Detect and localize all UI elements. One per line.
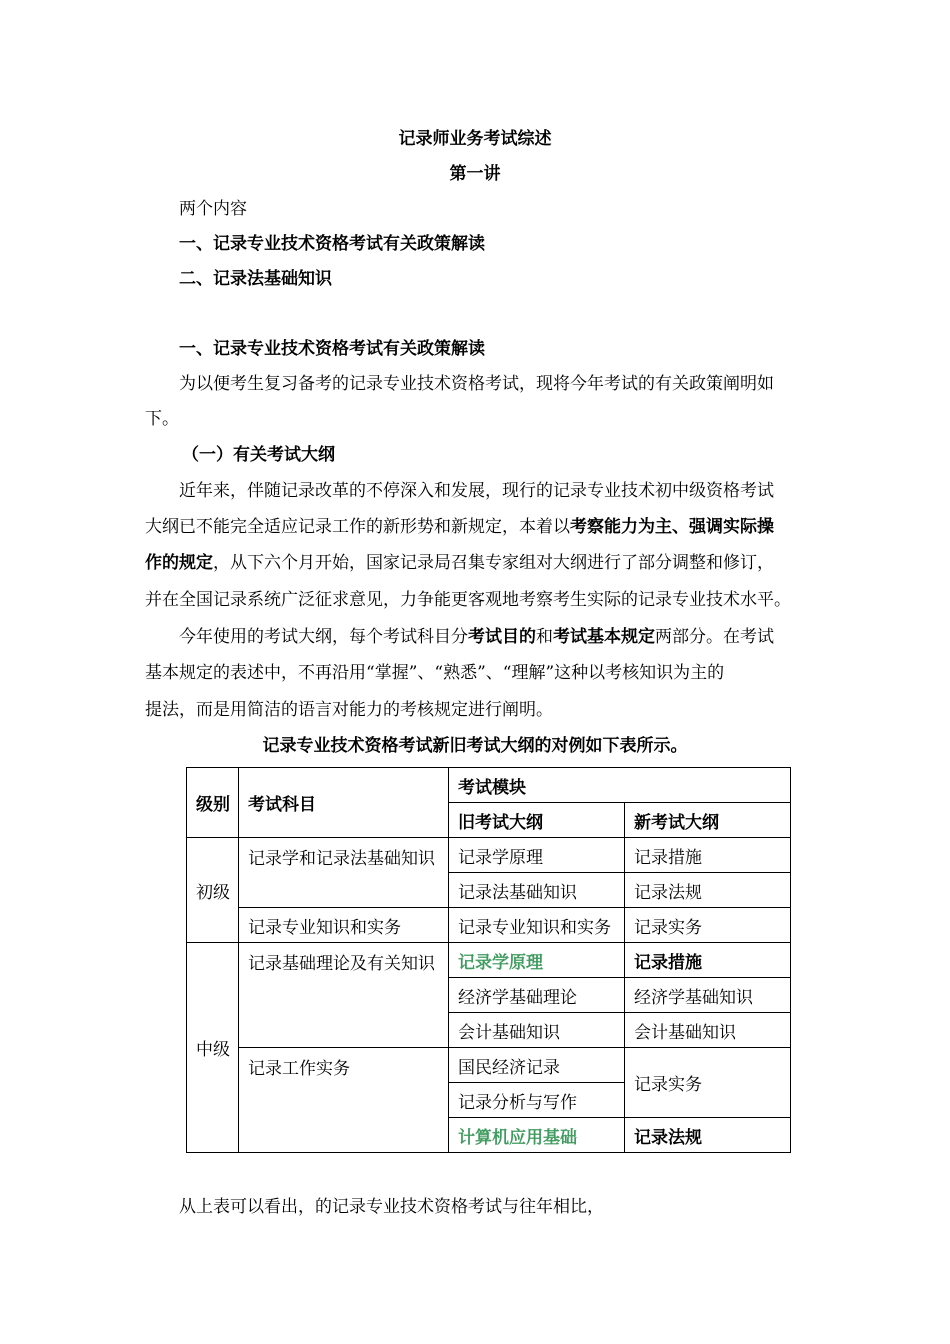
paragraph-2-line-4: 并在全国记录系统广泛征求意见，力争能更客观地考察考生实际的记录专业技术水平。	[145, 590, 791, 610]
paragraph-2-line-1: 近年来，伴随记录改革的不停深入和发展，现行的记录专业技术初中级资格考试	[179, 481, 774, 501]
intro-text: 两个内容	[179, 199, 247, 219]
junior-new-3: 记录实务	[625, 908, 791, 943]
header-subject: 考试科目	[239, 768, 449, 838]
middle-old-6: 计算机应用基础	[449, 1118, 625, 1153]
junior-subject-2: 记录专业知识和实务	[239, 908, 449, 943]
emphasis-text: 作的规定	[145, 553, 213, 573]
middle-old-3: 会计基础知识	[449, 1013, 625, 1048]
paragraph-3-text-e: 两部分。在考试	[655, 627, 774, 647]
junior-old-2: 记录法基础知识	[449, 873, 625, 908]
footer-paragraph: 从上表可以看出，的记录专业技术资格考试与往年相比，	[179, 1197, 604, 1217]
paragraph-3-text-c: 和	[536, 627, 553, 647]
subsection-heading: （一）有关考试大纲	[182, 445, 335, 465]
middle-old-2: 经济学基础理论	[449, 978, 625, 1013]
table-row	[187, 838, 791, 873]
middle-new-1: 记录措施	[625, 943, 791, 978]
middle-new-4-5: 记录实务	[625, 1048, 791, 1118]
junior-new-1: 记录措施	[625, 838, 791, 873]
header-module: 考试模块	[449, 768, 791, 803]
paragraph-3-line-3: 提法，而是用简洁的语言对能力的考核规定进行阐明。	[145, 700, 553, 720]
level-middle: 中级	[187, 943, 239, 1153]
paragraph-3-line-2: 基本规定的表述中，不再沿用“掌握”、“熟悉”、“理解”这种以考核知识为主的	[145, 663, 725, 683]
lecture-heading: 第一讲	[449, 164, 501, 184]
emphasis-text: 考察能力为主、强调实际操	[570, 517, 774, 537]
table-row	[187, 768, 791, 803]
paragraph-2-line-2	[145, 515, 774, 539]
junior-subject-1: 记录学和记录法基础知识	[239, 838, 449, 908]
contents-item-1: 一、记录专业技术资格考试有关政策解读	[179, 234, 485, 254]
doc-title: 记录师业务考试综述	[398, 129, 552, 149]
table-row	[187, 908, 791, 943]
junior-old-1: 记录学原理	[449, 838, 625, 873]
junior-old-3: 记录专业知识和实务	[449, 908, 625, 943]
paragraph-2-line-2-text: 大纲已不能完全适应记录工作的新形势和新规定，本着以	[145, 517, 570, 537]
middle-old-5: 记录分析与写作	[449, 1083, 625, 1118]
junior-new-2: 记录法规	[625, 873, 791, 908]
middle-new-2: 经济学基础知识	[625, 978, 791, 1013]
middle-subject-1: 记录基础理论及有关知识	[239, 943, 449, 1048]
header-level: 级别	[187, 768, 239, 838]
paragraph-2-line-3-text: ，从下六个月开始，国家记录局召集专家组对大纲进行了部分调整和修订，	[213, 553, 774, 573]
section-heading: 一、记录专业技术资格考试有关政策解读	[179, 339, 485, 359]
table-row	[187, 1048, 791, 1083]
paragraph-3-line-1	[179, 625, 774, 649]
middle-old-4: 国民经济记录	[449, 1048, 625, 1083]
middle-new-3: 会计基础知识	[625, 1013, 791, 1048]
paragraph-1-line-2: 下。	[145, 409, 179, 429]
header-old-syllabus: 旧考试大纲	[449, 803, 625, 838]
emphasis-text: 考试目的	[468, 627, 536, 647]
middle-new-6: 记录法规	[625, 1118, 791, 1153]
table-caption: 记录专业技术资格考试新旧考试大纲的对例如下表所示。	[262, 736, 688, 756]
level-junior: 初级	[187, 838, 239, 943]
paragraph-1-line-1: 为以便考生复习备考的记录专业技术资格考试，现将今年考试的有关政策阐明如	[179, 374, 774, 394]
emphasis-text: 考试基本规定	[553, 627, 655, 647]
middle-old-1: 记录学原理	[449, 943, 625, 978]
paragraph-3-text-a: 今年使用的考试大纲，每个考试科目分	[179, 627, 468, 647]
table-row	[187, 943, 791, 978]
syllabus-comparison-table	[186, 767, 791, 1153]
contents-item-2: 二、记录法基础知识	[179, 269, 332, 289]
middle-subject-2: 记录工作实务	[239, 1048, 449, 1153]
header-new-syllabus: 新考试大纲	[625, 803, 791, 838]
paragraph-2-line-3	[145, 551, 774, 575]
